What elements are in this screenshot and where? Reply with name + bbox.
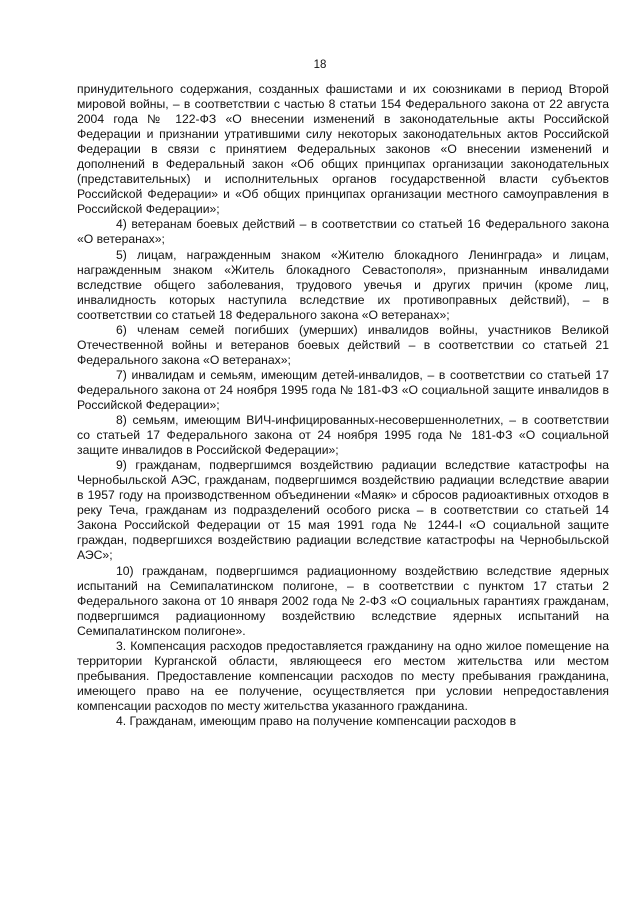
paragraph-item-5: 5) лицам, награжденным знаком «Жителю блокадного Ленинграда» и лицам, награжденным знаком «Житель блокадного Севастополя», признанным инвалидами вследствие общего заболевания, трудового увечья и других причин (кроме лиц, инвалидность которых наступила вследствие их противоправных действий), – в соответствии со статьей 18 Федерального закона «О ветеранах»; (77, 247, 609, 322)
paragraph-item-7: 7) инвалидам и семьям, имеющим детей-инвалидов, – в соответствии со статьей 17 Федерального закона от 24 ноября 1995 года № 181-ФЗ «О социальной защите инвалидов в Российской Федерации»; (77, 367, 609, 412)
paragraph-continuation: принудительного содержания, созданных фашистами и их союзниками в период Второй мировой войны, – в соответствии с частью 8 статьи 154 Федерального закона от 22 августа 2004 года № 122-ФЗ «О внесении изменений в законодательные акты Российской Федерации и признании утратившими силу некоторых законодательных актов Российской Федерации в связи с принятием Федеральных законов «О внесении изменений и дополнений в Федеральный закон «Об общих принципах организации законодательных (представительных) и исполнительных органов государственной власти субъектов Российской Федерации» и «Об общих принципах организации местного самоуправления в Российской Федерации»; (77, 82, 609, 217)
paragraph-item-10: 10) гражданам, подвергшимся радиационному воздействию вследствие ядерных испытаний на Семипалатинском полигоне, – в соответствии с пунктом 17 статьи 2 Федерального закона от 10 января 2002 года № 2-ФЗ «О социальных гарантиях гражданам, подвергшимся радиационному воздействию вследствие ядерных испытаний на Семипалатинском полигоне». (77, 563, 609, 638)
paragraph-clause-4: 4. Гражданам, имеющим право на получение компенсации расходов в (116, 713, 517, 728)
paragraph-item-8: 8) семьям, имеющим ВИЧ-инфицированных-несовершеннолетних, – в соответствии со статьей 17 Федерального закона от 24 ноября 1995 года № 181-ФЗ «О социальной защите инвалидов в Российской Федерации»; (77, 413, 609, 458)
paragraph-item-4: 4) ветеранам боевых действий – в соответствии со статьей 16 Федерального закона «О ветеранах»; (77, 217, 609, 247)
paragraph-item-6: 6) членам семей погибших (умерших) инвалидов войны, участников Великой Отечественной войны и ветеранов боевых действий – в соответствии со статьей 21 Федерального закона «О ветеранах»; (77, 322, 609, 367)
page-number: 18 (313, 59, 327, 71)
paragraph-clause-3: 3. Компенсация расходов предоставляется гражданину на одно жилое помещение на территории Курганской области, являющееся его местом жительства или местом пребывания. Предоставление компенсации расходов по месту пребывания гражданина, имеющего право на ее получение, осуществляется при условии непредоставления компенсации расходов по месту жительства указанного гражданина. (77, 638, 609, 713)
document-body (77, 82, 609, 729)
paragraph-item-9: 9) гражданам, подвергшимся воздействию радиации вследствие катастрофы на Чернобыльской АЭС, гражданам, подвергшимся воздействию радиации вследствие аварии в 1957 году на производственном объединении «Маяк» и сбросов радиоактивных отходов в реку Теча, гражданам из подразделений особого риска – в соответствии со статьей 14 Закона Российской Федерации от 15 мая 1991 года № 1244-I «О социальной защите граждан, подвергшихся воздействию радиации вследствие катастрофы на Чернобыльской АЭС»; (77, 458, 609, 563)
